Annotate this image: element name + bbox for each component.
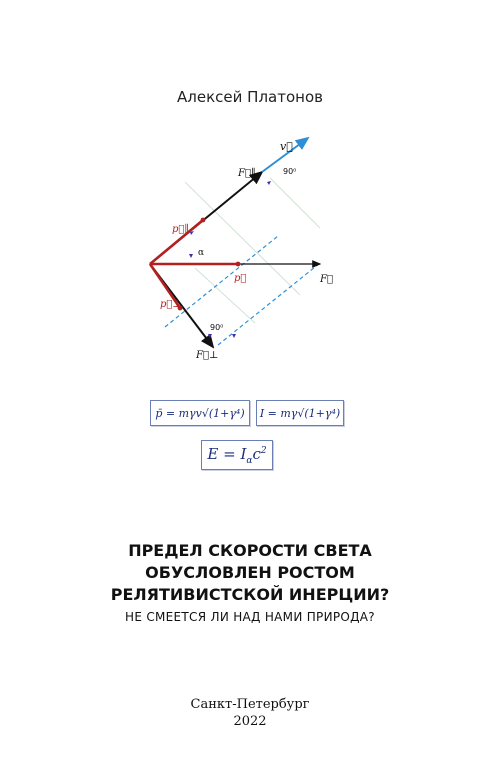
label-p-perp: p⃗⊥ [160, 299, 182, 310]
title-line: ПРЕДЕЛ СКОРОСТИ СВЕТА [128, 541, 372, 560]
label-f-perp: F⃗⊥ [196, 350, 219, 361]
publication-year: 2022 [233, 714, 267, 729]
book-title [0, 540, 500, 606]
guide-line [270, 178, 320, 228]
title-line: ОБУСЛОВЛЕН РОСТОМ [145, 563, 355, 582]
angle-marker [232, 334, 236, 338]
inertia-formula-text: I = mγ√(1+γ⁴) [259, 406, 341, 420]
energy-formula-exp: 2 [260, 445, 267, 456]
book-subtitle: НЕ СМЕЕТСЯ ЛИ НАД НАМИ ПРИРОДА? [125, 610, 375, 624]
label-angle-top: 90⁰ [283, 167, 297, 176]
momentum-formula-text: p̄ = mγv√(1+γ⁴) [155, 406, 245, 420]
angle-marker [267, 181, 271, 185]
label-p-parallel: p⃗∥ [172, 224, 190, 235]
author-name: Алексей Платонов [177, 88, 323, 106]
label-f-parallel: F⃗∥ [238, 168, 256, 179]
inertia-formula [256, 400, 344, 426]
energy-formula [201, 440, 273, 470]
angle-marker [189, 254, 193, 258]
energy-formula-text [207, 445, 266, 466]
point-marker [236, 262, 241, 267]
label-angle-bottom: 90⁰ [210, 323, 224, 332]
label-v: v⃗ [280, 140, 293, 153]
publisher-place [0, 696, 500, 730]
energy-formula-main: E = I [207, 444, 247, 463]
point-marker [201, 218, 206, 223]
angle-marker [208, 334, 212, 338]
label-alpha: α [198, 248, 205, 258]
projection-dashed-line [165, 236, 278, 327]
city-name: Санкт-Петербург [190, 697, 310, 712]
label-p: p⃗ [234, 273, 247, 284]
label-f: F⃗ [320, 274, 333, 285]
energy-formula-c: c [252, 444, 261, 463]
title-line: РЕЛЯТИВИСТСКОЙ ИНЕРЦИИ? [110, 585, 390, 604]
energy-formula-sub: α [246, 455, 253, 466]
momentum-formula [150, 400, 250, 426]
